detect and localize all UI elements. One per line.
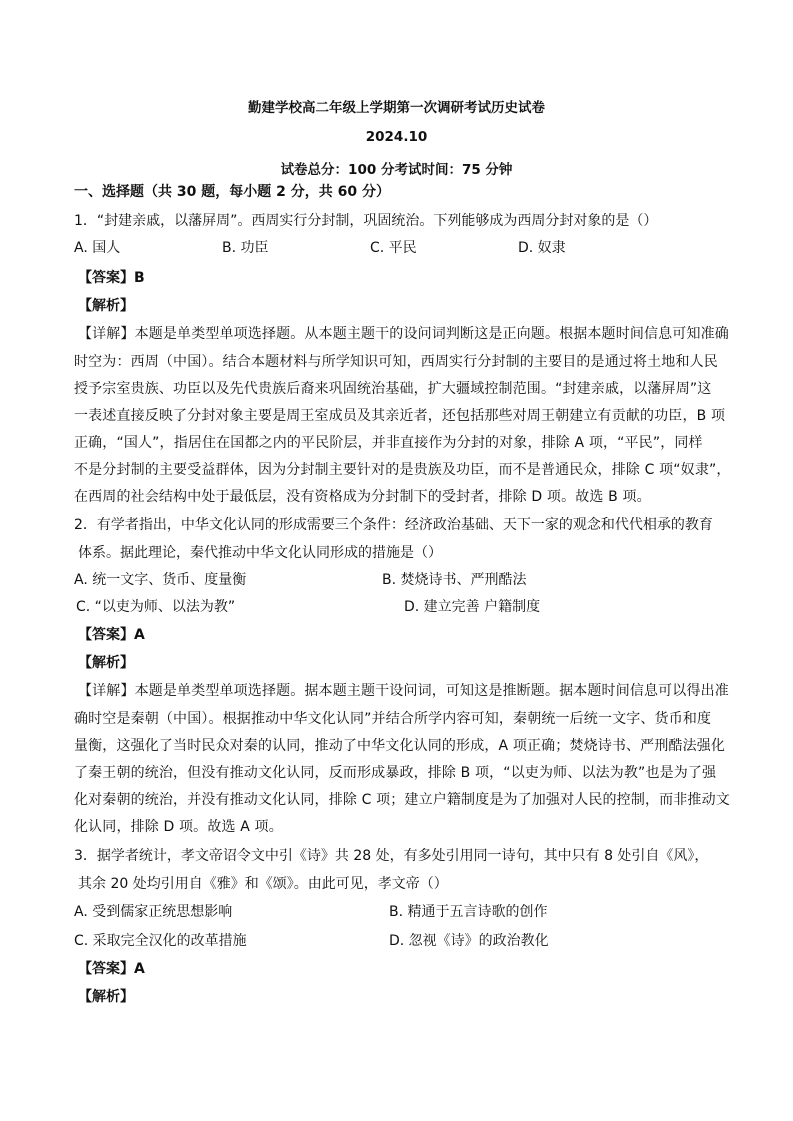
q3-option-d: D. 忽视《诗》的政治教化 [389, 933, 549, 949]
q2-explain-line: 确时空是秦朝（中国）。根据推动中华文化认同”并结合所学内容可知，秦朝统一后统一文字、货币和度 [74, 711, 712, 727]
exam-meta: 试卷总分：100 分考试时间：75 分钟 [280, 162, 513, 178]
q1-explain-line: 不是分封制的主要受益群体，因为分封制主要针对的是贵族及功臣，而不是普通民众，排除 C 项“奴隶”， [74, 462, 731, 478]
q1-stem: 1．“封建亲戚，以藩屏周”。西周实行分封制，巩固统治。下列能够成为西周分封对象的是（） [74, 213, 658, 229]
q3-stem-line: 其余 20 处均引用自《雅》和《颂》。由此可见，孝文帝（） [78, 876, 448, 892]
q1-option-a: A. 国人 [74, 240, 121, 256]
q3-analysis: 【解析】 [78, 989, 134, 1005]
q2-option-d: D. 建立完善 户籍制度 [404, 599, 541, 615]
q2-explain-line: 量衡，这强化了当时民众对秦的认同，推动了中华文化认同的形成，A 项正确；焚烧诗书、严刑酷法强化 [74, 738, 726, 754]
q2-option-c: C. “以吏为师、以法为教” [76, 599, 236, 615]
q1-explain-line: 一表述直接反映了分封对象主要是周王室成员及其亲近者，还包括那些对周王朝建立有贡献的功臣，B 项 [74, 408, 726, 424]
q3-stem-line: 3．据学者统计，孝文帝诏令文中引《诗》共 28 处，有多处引用同一诗句，其中只有 8 处引自《风》， [74, 848, 709, 864]
q1-analysis: 【解析】 [78, 298, 134, 314]
q1-explain-line: 时空为：西周（中国）。结合本题材料与所学知识可知，西周实行分封制的主要目的是通过将土地和人民 [74, 354, 718, 370]
q2-explain-line: 了秦王朝的统治，但没有推动文化认同，反而形成暴政，排除 B 项，“以吏为师、以法为教”也是为了强 [74, 765, 717, 781]
q2-answer: 【答案】A [78, 627, 145, 643]
q2-option-b: B. 焚烧诗书、严刑酷法 [382, 572, 527, 588]
q2-explain-line: 化对秦朝的统治，并没有推动文化认同，排除 C 项；建立户籍制度是为了加强对人民的控制，而非推动文 [74, 792, 730, 808]
q1-option-b: B. 功臣 [222, 240, 269, 256]
q3-answer: 【答案】A [78, 961, 145, 977]
q2-explain-line: 【详解】本题是单类型单项选择题。据本题主题干设问词，可知这是推断题。据本题时间信息可以得出准 [78, 683, 729, 699]
q1-explain-line: 正确，“国人”，指居住在国都之内的平民阶层，并非直接作为分封的对象，排除 A 项，“平民”，同样 [74, 435, 703, 451]
exam-date: 2024.10 [365, 129, 428, 145]
q3-option-b: B. 精通于五言诗歌的创作 [389, 904, 548, 920]
q2-stem-line: 2．有学者指出，中华文化认同的形成需要三个条件：经济政治基础、天下一家的观念和代代相承的教育 [74, 517, 713, 533]
q1-explain-line: 授予宗室贵族、功臣以及先代贵族后裔来巩固统治基础，扩大疆域控制范围。“封建亲戚，以藩屏周”这 [74, 381, 712, 397]
q1-explain-line: 在西周的社会结构中处于最低层，没有资格成为分封制下的受封者，排除 D 项。故选 B 项。 [74, 489, 651, 505]
q1-option-c: C. 平民 [370, 240, 417, 256]
q1-option-d: D. 奴隶 [518, 240, 566, 256]
q1-explain-line: 【详解】本题是单类型单项选择题。从本题主题干的设问词判断这是正向题。根据本题时间信息可知准确 [78, 326, 729, 342]
exam-title: 勤建学校高二年级上学期第一次调研考试历史试卷 [248, 100, 545, 116]
q1-answer: 【答案】B [78, 270, 145, 286]
q3-option-a: A. 受到儒家正统思想影响 [74, 904, 233, 920]
q3-option-c: C. 采取完全汉化的改革措施 [74, 933, 247, 949]
q2-explain-line: 化认同，排除 D 项。故选 A 项。 [74, 819, 283, 835]
q2-analysis: 【解析】 [78, 655, 134, 671]
q2-option-a: A. 统一文字、货币、度量衡 [74, 572, 247, 588]
section-heading: 一、选择题（共 30 题，每小题 2 分，共 60 分） [74, 184, 390, 200]
q2-stem-line: 体系。据此理论，秦代推动中华文化认同形成的措施是（） [78, 545, 442, 561]
